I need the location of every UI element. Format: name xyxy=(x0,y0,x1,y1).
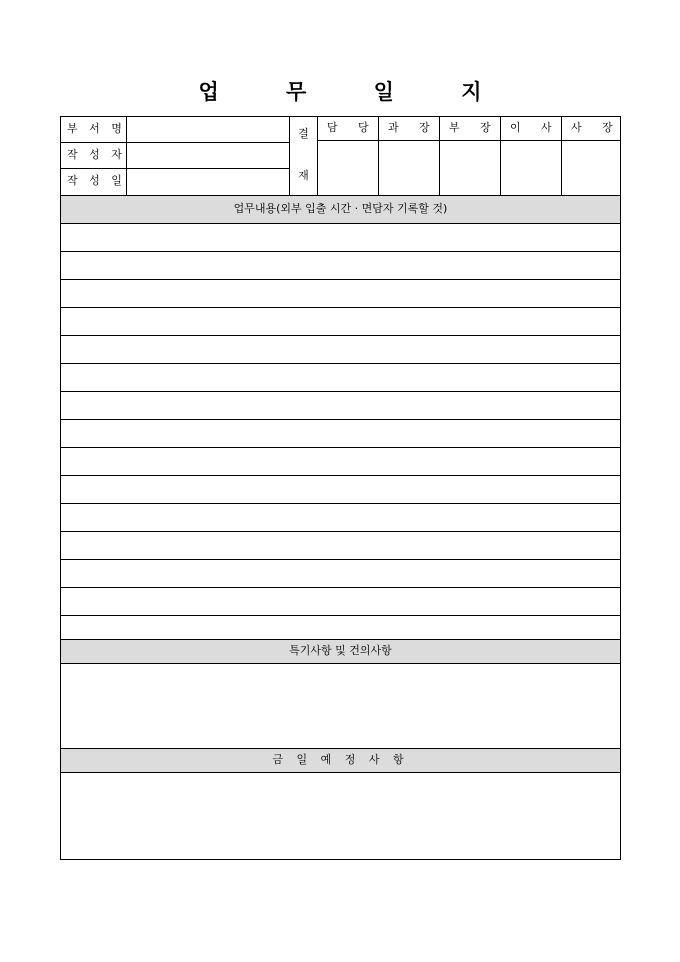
date-label: 작 성 일 xyxy=(67,174,126,187)
work-content-line[interactable] xyxy=(61,420,620,447)
approval-col-3-left: 부 xyxy=(449,121,460,134)
department-field[interactable] xyxy=(127,117,289,142)
approval-col-2-left: 과 xyxy=(388,121,399,134)
work-content-line[interactable] xyxy=(61,448,620,475)
author-field[interactable] xyxy=(127,143,289,168)
work-content-line[interactable] xyxy=(61,308,620,335)
approval-col-1-right: 당 xyxy=(358,121,369,134)
work-content-line[interactable] xyxy=(61,504,620,531)
work-content-line[interactable] xyxy=(61,476,620,503)
work-content-line[interactable] xyxy=(61,336,620,363)
work-content-heading: 업무내용(외부 입출 시간 · 면담자 기록할 것) xyxy=(233,202,448,215)
approval-signature-box[interactable] xyxy=(440,141,500,195)
approval-signature-box[interactable] xyxy=(379,141,439,195)
approval-col-1-left: 담 xyxy=(327,121,338,134)
work-content-line[interactable] xyxy=(61,224,620,251)
work-content-line[interactable] xyxy=(61,364,620,391)
approval-signature-box[interactable] xyxy=(318,141,378,195)
author-label: 작 성 자 xyxy=(67,148,126,161)
approval-col-5-right: 장 xyxy=(602,121,613,134)
work-content-line[interactable] xyxy=(61,532,620,559)
page-title: 업 무 일 지 xyxy=(198,79,512,104)
today-plan-heading: 금 일 예 정 사 항 xyxy=(272,753,409,766)
approval-col-3-right: 장 xyxy=(480,121,491,134)
work-content-line[interactable] xyxy=(61,560,620,587)
approval-label-top: 결 xyxy=(298,127,309,140)
approval-col-4-left: 이 xyxy=(510,121,521,134)
date-field[interactable] xyxy=(127,169,289,195)
approval-signature-box[interactable] xyxy=(562,141,620,195)
work-content-line[interactable] xyxy=(61,252,620,279)
approval-label-bottom: 재 xyxy=(298,169,309,182)
work-content-line[interactable] xyxy=(61,280,620,307)
department-label: 부 서 명 xyxy=(67,122,126,135)
work-content-line[interactable] xyxy=(61,392,620,419)
approval-col-5-left: 사 xyxy=(571,121,582,134)
approval-col-4-right: 사 xyxy=(541,121,552,134)
remarks-field[interactable] xyxy=(61,664,620,748)
work-content-line[interactable] xyxy=(61,588,620,615)
work-log-form xyxy=(60,116,621,860)
remarks-heading: 특기사항 및 건의사항 xyxy=(289,644,392,657)
approval-col-2-right: 장 xyxy=(419,121,430,134)
today-plan-field[interactable] xyxy=(61,773,620,859)
approval-signature-box[interactable] xyxy=(501,141,561,195)
